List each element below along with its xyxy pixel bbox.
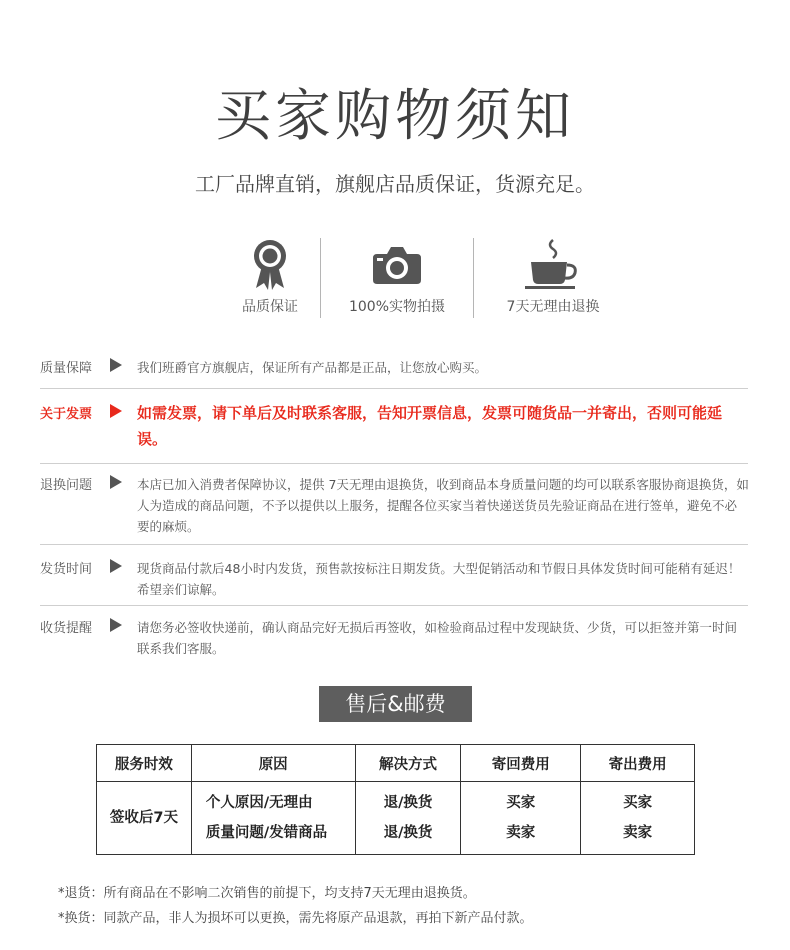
notice-text: 请您务必签收快递前，确认商品完好无损后再签收，如检验商品过程中发现缺货、少货，可以拒签并第一时间联系我们客服。 [137,620,738,656]
notice-label: 质量保障 [40,361,93,376]
solution-text: 退/换货 [383,825,433,841]
feature-label: 7天无理由退换 [506,299,600,315]
notice-quality [40,357,748,383]
feature-label: 100%实物拍摄 [348,299,446,315]
divider [40,544,748,545]
feature-strip [200,236,620,320]
return-fee-text: 买家 [506,795,536,811]
feature-return [483,236,623,320]
notice-label: 退换问题 [40,478,93,493]
notice-text: 我们班爵官方旗舰店，保证所有产品都是正品，让您放心购买。 [137,360,488,375]
notice-label: 关于发票 [40,407,93,422]
notice-text: 本店已加入消费者保障协议，提供 7天无理由退换货，收到商品本身质量问题的均可以联系客服协商退换货，如人为造成的商品问题，不予以提供以上服务，提醒各位买家当着快递送货员先验证商品在进行签单，避免不必要的麻烦。 [137,477,749,534]
after-sales-table [96,744,695,855]
column-header: 寄出费用 [581,745,695,782]
table-row [97,782,695,855]
column-header: 服务时效 [97,745,192,782]
camera-icon [367,236,427,292]
reason-cell [191,782,355,855]
reason-text: 质量问题/发错商品 [205,825,328,841]
notice-returns [40,474,748,538]
notice-label: 收货提醒 [40,621,93,636]
after-sales-banner: 售后&邮费 [319,686,472,722]
notice-receiving [40,617,748,661]
divider [320,238,321,318]
triangle-right-icon [110,475,122,489]
divider [473,238,474,318]
footnote-return: *退货：所有商品在不影响二次销售的前提下，均支持7天无理由退换货。 [58,886,476,901]
triangle-right-icon [110,404,122,418]
return-fee-cell [461,782,581,855]
feature-quality [200,236,340,320]
footnote-exchange: *换货：同款产品，非人为损坏可以更换，需先将原产品退款，再拍下新产品付款。 [58,911,533,926]
reason-text: 个人原因/无理由 [205,795,313,811]
notice-label: 发货时间 [40,562,93,577]
divider [40,605,748,606]
page-subtitle: 工厂品牌直销，旗舰店品质保证，货源充足。 [195,172,595,196]
column-header: 原因 [191,745,355,782]
column-header: 寄回费用 [461,745,581,782]
period-cell: 签收后7天 [97,782,192,855]
solution-text: 退/换货 [383,795,433,811]
table-header-row [97,745,695,782]
triangle-right-icon [110,618,122,632]
notice-shipping [40,558,748,602]
send-fee-text: 买家 [623,795,653,811]
send-fee-text: 卖家 [623,825,653,841]
notice-text: 如需发票，请下单后及时联系客服，告知开票信息，发票可随货品一并寄出，否则可能延误。 [137,404,723,448]
feature-photo [327,236,467,320]
feature-label: 品质保证 [242,299,298,315]
coffee-cup-icon [523,236,583,292]
send-fee-cell [581,782,695,855]
notice-invoice [40,400,748,454]
divider [40,463,748,464]
page-title: 买家购物须知 [215,84,575,149]
award-ribbon-icon [240,236,300,292]
return-fee-text: 卖家 [506,825,536,841]
triangle-right-icon [110,358,122,372]
divider [40,388,748,389]
column-header: 解决方式 [355,745,461,782]
solution-cell [355,782,461,855]
triangle-right-icon [110,559,122,573]
notice-text: 现货商品付款后48小时内发货，预售款按标注日期发货。大型促销活动和节假日具体发货时间可能稍有延迟！希望亲们谅解。 [137,561,741,597]
